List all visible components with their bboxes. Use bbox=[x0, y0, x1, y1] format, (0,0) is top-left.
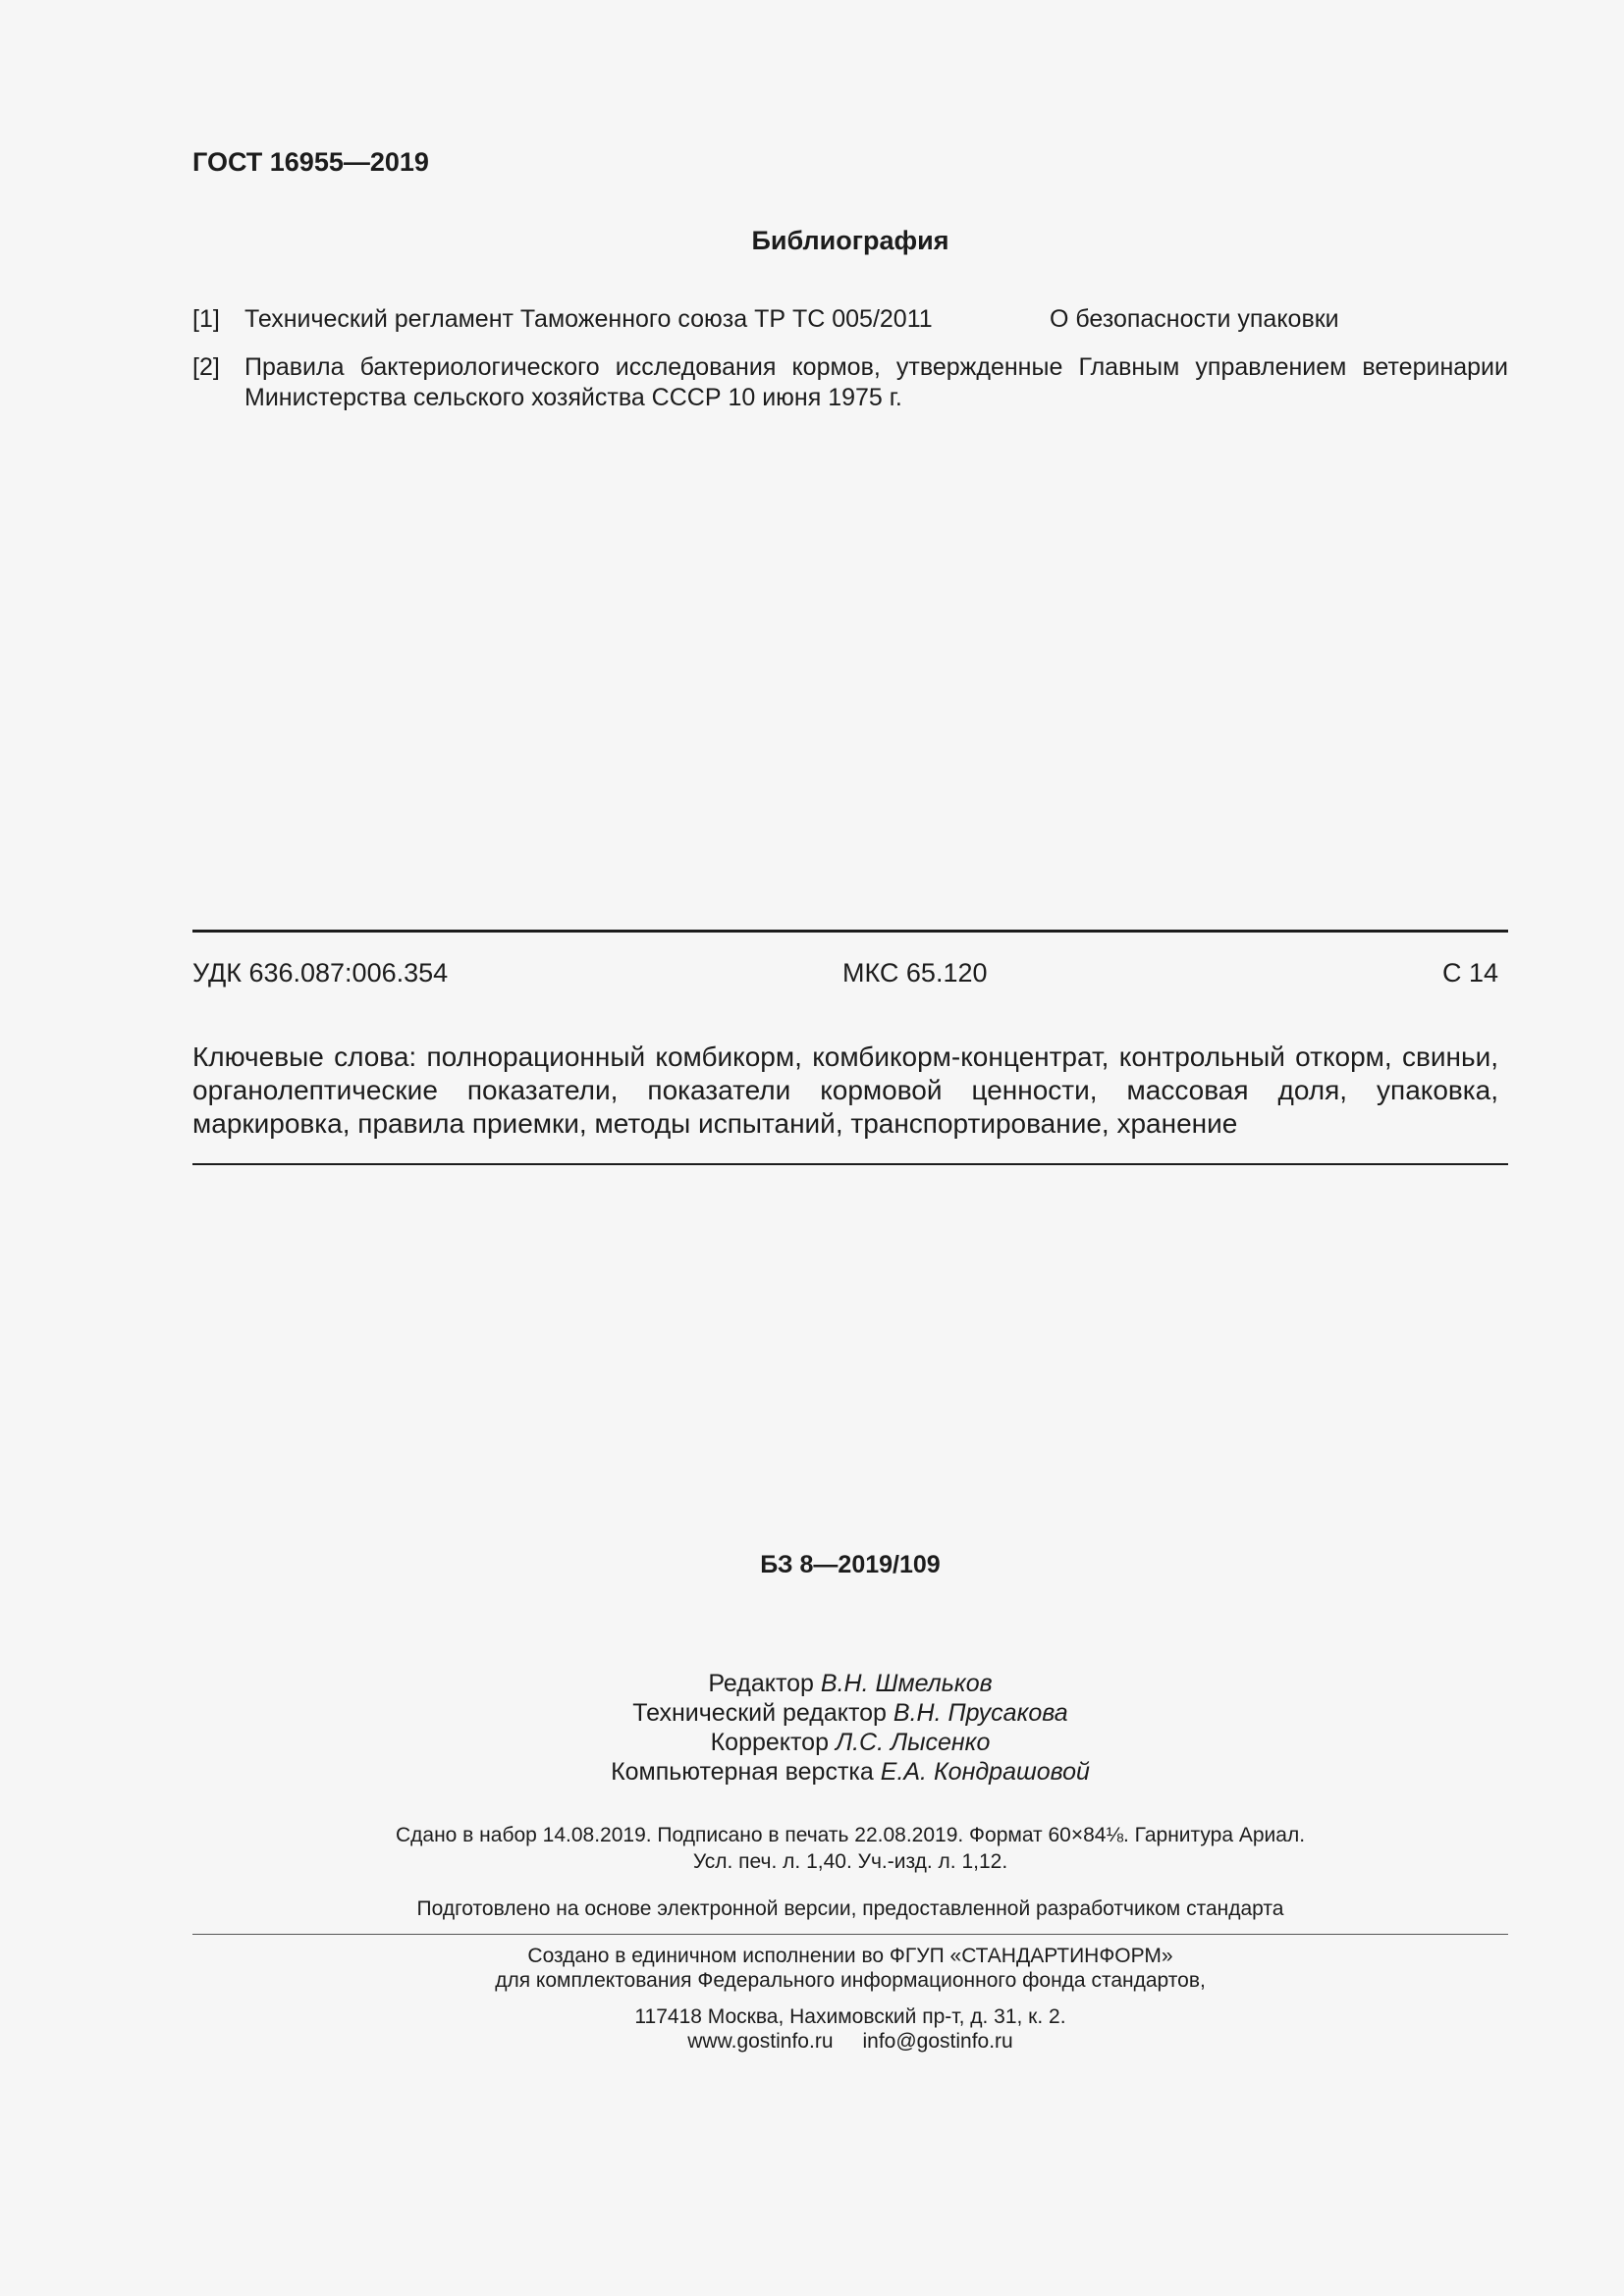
credit-line bbox=[0, 1757, 1624, 1787]
bibliography-title: Библиография bbox=[751, 226, 949, 255]
bibliography-item-number: [2] bbox=[192, 353, 220, 381]
credit-name: Е.А. Кондрашовой bbox=[880, 1758, 1090, 1786]
credit-role: Корректор bbox=[710, 1729, 829, 1756]
contacts bbox=[0, 2029, 1624, 2054]
credit-line bbox=[0, 1698, 1624, 1728]
bibliography-item bbox=[192, 352, 1508, 413]
credit-line bbox=[0, 1669, 1624, 1698]
publisher-info bbox=[0, 1944, 1624, 1993]
bz-number: БЗ 8—2019/109 bbox=[760, 1551, 941, 1578]
credit-name: В.Н. Шмельков bbox=[820, 1670, 993, 1697]
imprint-line: Усл. печ. л. 1,40. Уч.-изд. л. 1,12. bbox=[692, 1850, 1008, 1873]
imprint bbox=[0, 1822, 1624, 1875]
credit-role: Технический редактор bbox=[632, 1699, 887, 1727]
divider bbox=[192, 930, 1508, 933]
address-line: 117418 Москва, Нахимовский пр-т, д. 31, к. 2. bbox=[634, 2005, 1066, 2028]
bibliography-item-number: [1] bbox=[192, 305, 220, 333]
credits bbox=[0, 1669, 1624, 1787]
publisher-address bbox=[0, 2004, 1624, 2054]
divider bbox=[192, 1934, 1508, 1935]
divider bbox=[192, 1163, 1508, 1165]
credit-name: В.Н. Прусакова bbox=[893, 1699, 1068, 1727]
bibliography-item-text: Технический регламент Таможенного союза ТР ТС 005/2011 bbox=[244, 305, 933, 333]
prepared-note: Подготовлено на основе электронной версии, предоставленной разработчиком стандарта bbox=[416, 1897, 1284, 1920]
credit-name: Л.С. Лысенко bbox=[835, 1729, 991, 1756]
credit-role: Редактор bbox=[708, 1670, 814, 1697]
website-link[interactable]: www.gostinfo.ru bbox=[687, 2030, 834, 2053]
bibliography-item bbox=[192, 304, 1508, 335]
okp-code: С 14 bbox=[1441, 958, 1498, 988]
credit-line bbox=[0, 1728, 1624, 1757]
udk-code: УДК 636.087:006.354 bbox=[192, 958, 449, 988]
bibliography-item-text: Правила бактериологического исследования кормов, утвержденные Главным управлением ветеринарии Министерства сельского хозяйства СССР 10 июня 1975 г. bbox=[244, 353, 1508, 411]
document-code: ГОСТ 16955—2019 bbox=[192, 147, 429, 177]
email-link[interactable]: info@gostinfo.ru bbox=[862, 2030, 1013, 2053]
keywords: Ключевые слова: полнорационный комбикорм, комбикорм-концентрат, контрольный откорм, свиньи, органолептические показатели, показатели кормовой ценности, массовая доля, упаковка, маркировка, правила приемки, методы испытаний, транспортирование, хранение bbox=[192, 1041, 1498, 1139]
publisher-line: Создано в единичном исполнении во ФГУП «СТАНДАРТИНФОРМ» bbox=[527, 1945, 1173, 1967]
mks-code: МКС 65.120 bbox=[842, 958, 988, 988]
imprint-line: Сдано в набор 14.08.2019. Подписано в печать 22.08.2019. Формат 60×84⅛. Гарнитура Ариал. bbox=[395, 1824, 1306, 1846]
credit-role: Компьютерная верстка bbox=[611, 1758, 874, 1786]
bibliography-item-subtitle: О безопасности упаковки bbox=[1050, 305, 1339, 333]
publisher-line: для комплектования Федерального информационного фонда стандартов, bbox=[495, 1969, 1206, 1992]
